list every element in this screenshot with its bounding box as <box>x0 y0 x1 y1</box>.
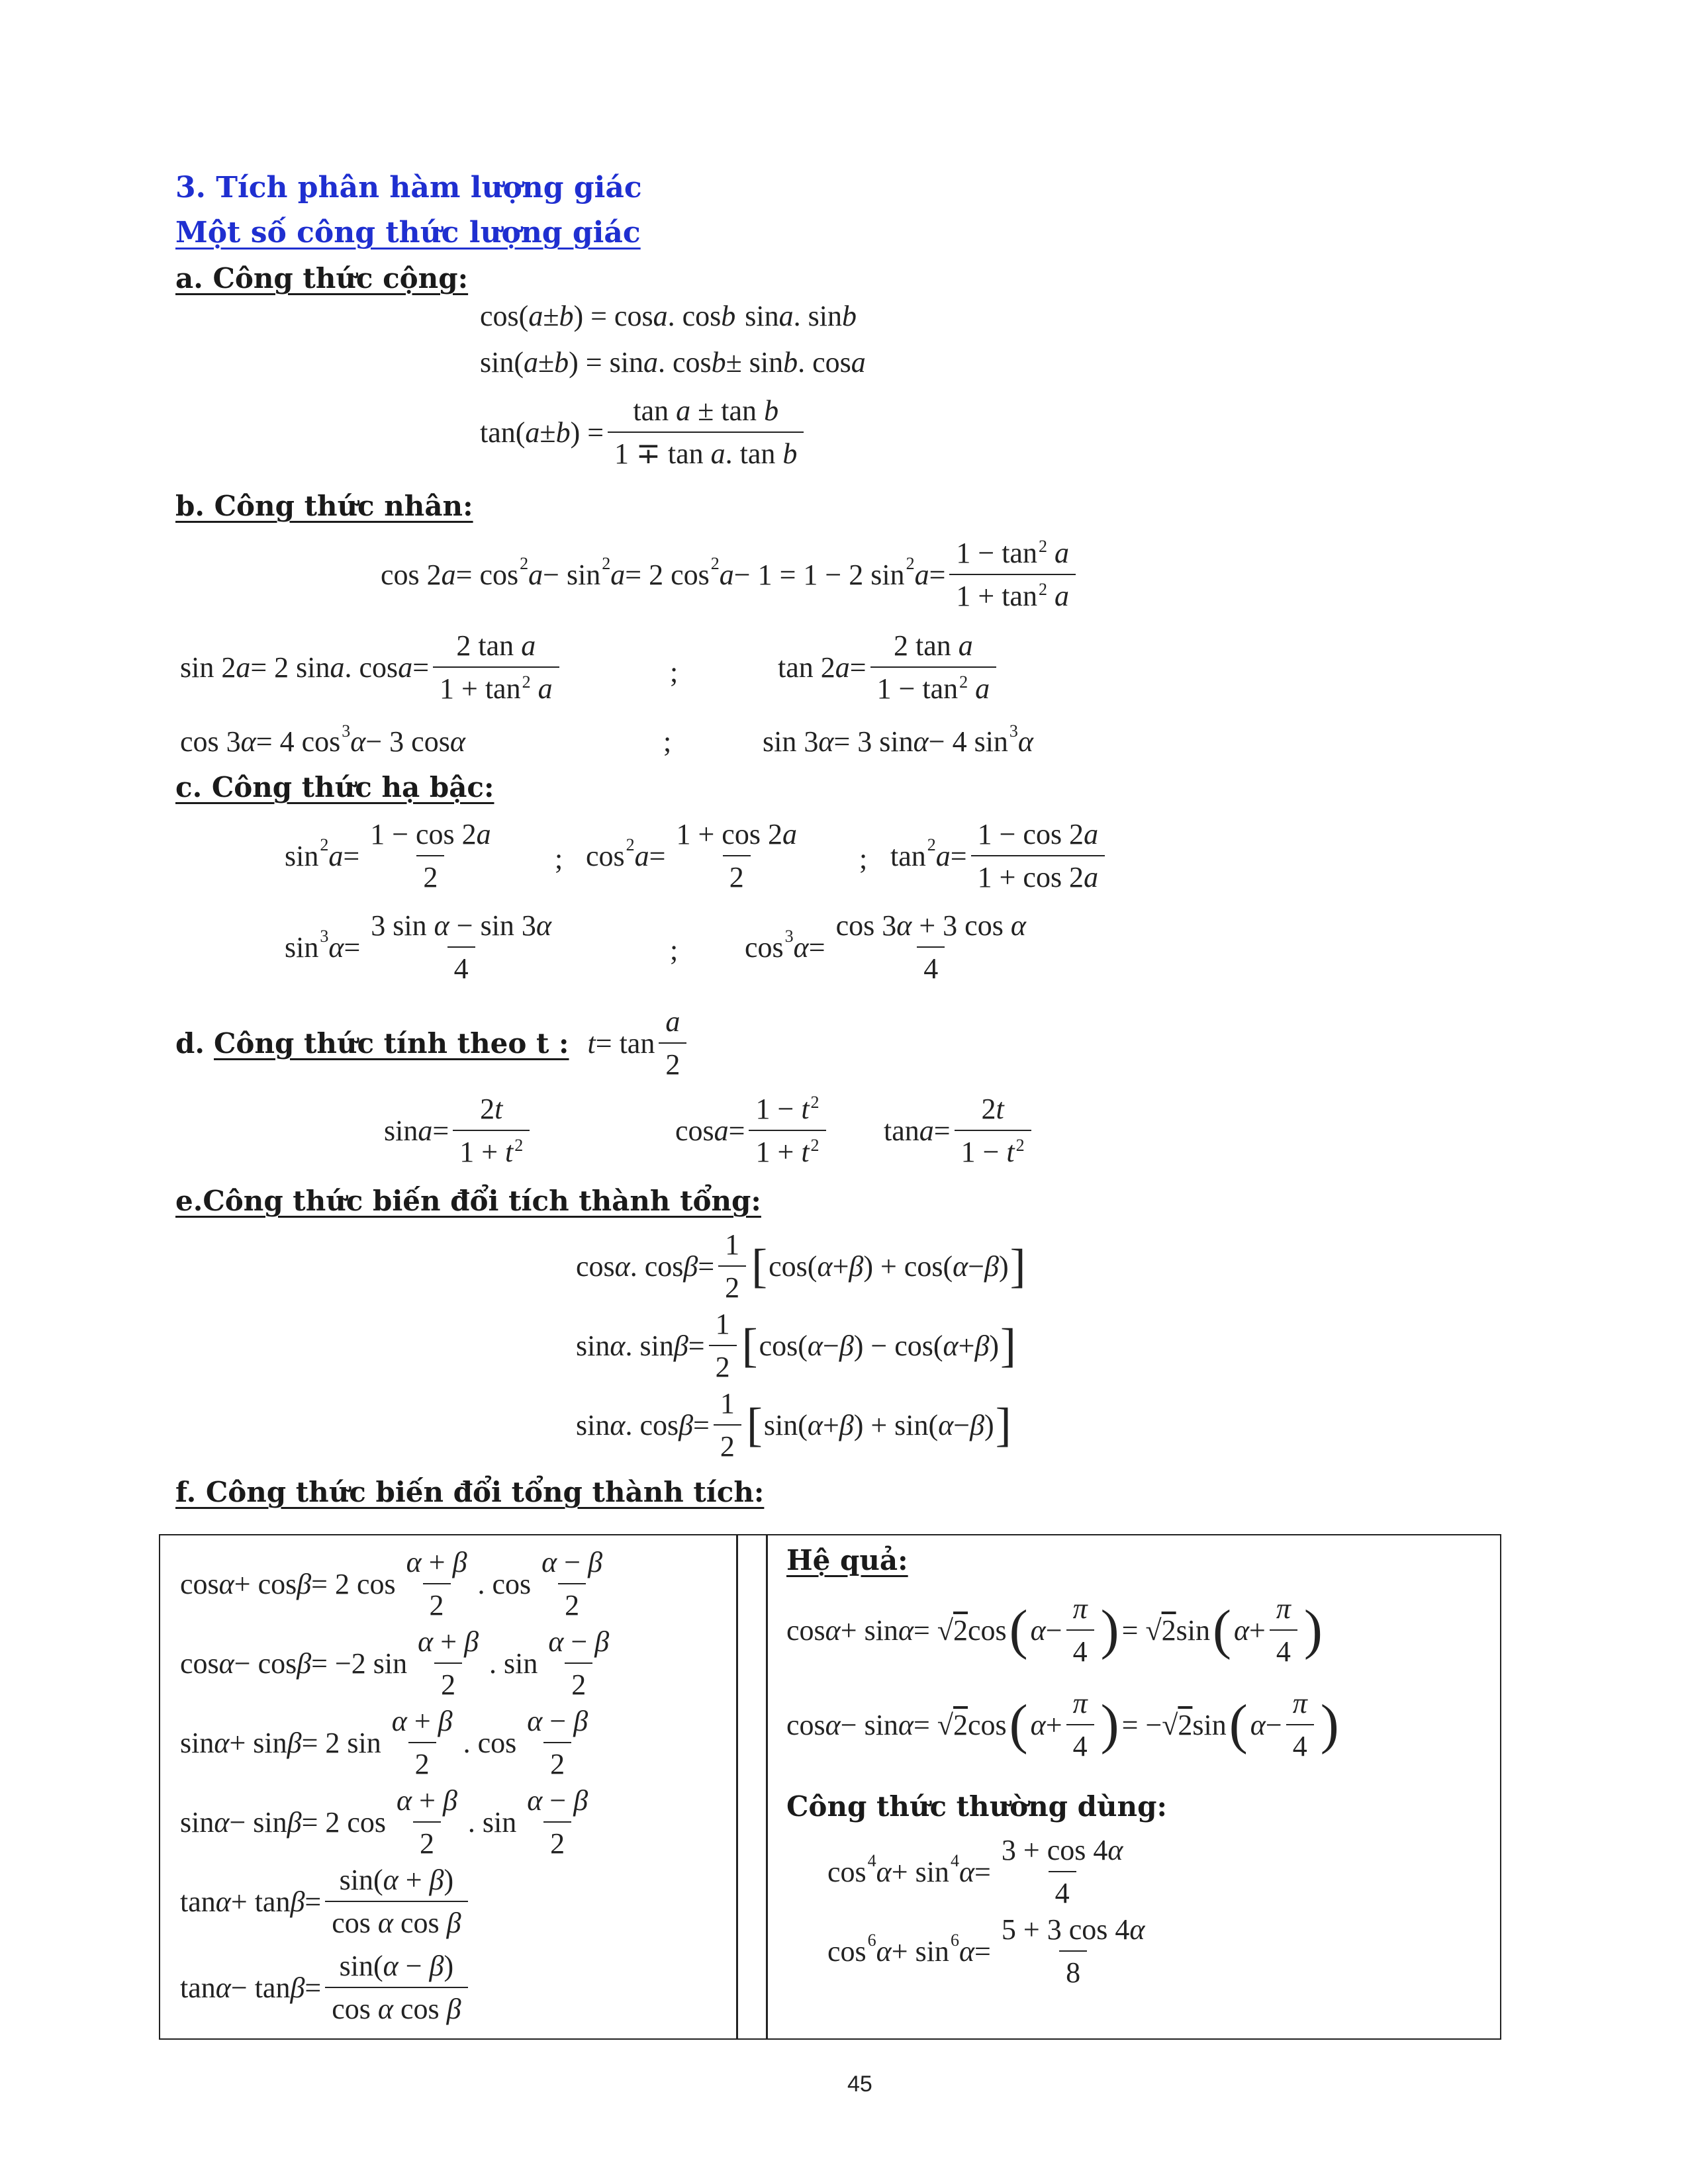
formula-sin3-reduce: sin 3 α = $\frac{\text{3 sin α − sin 3α}}{4}$ <box>285 909 552 985</box>
separator: ; <box>670 656 679 688</box>
separator: ; <box>859 842 868 875</box>
formula-cos-t: cos a = $\frac{1 - t^2}{1 + t^2}$ <box>675 1092 830 1169</box>
page-number: 45 <box>847 2071 872 2097</box>
formula-cos-cos: cos α . cos β = $\frac{1}{2}$ [ cos( α + β ) + cos( α − β ) ] <box>576 1228 1026 1304</box>
heading-d: Công thức tính theo t : <box>214 1026 569 1060</box>
formula-sin-sin: sin α . sin β = $\frac{1}{2}$ [ cos( α − β ) − cos( α + β ) ] <box>576 1308 1017 1383</box>
formula-cos-plus-cos: cos α + cos β = 2 cos $\frac{\alpha + \beta}{2}$ . cos $\frac{\alpha - \beta}{2}$ <box>180 1546 602 1621</box>
formula-tan2a: tan 2 a = $\frac{\text{2 tan a}}{1 - \tan^2 a}$ <box>778 629 1000 705</box>
separator: ; <box>663 725 672 758</box>
formula-sin-sum: sin( a ± b ) = sin a . cos b ± sin b . cos a <box>480 346 866 379</box>
formula-tan-minus-tan: tan α − tan β = $\frac{\sin(\alpha - \beta)}{\text{cos α cos β}}$ <box>180 1949 472 2026</box>
table-divider <box>736 1534 738 2038</box>
formula-cos3-reduce: cos 3 α = $\frac{\text{cos 3α + 3 cos α}}{4}$ <box>745 909 1026 985</box>
formula-sin2-reduce: sin 2 a = $\frac{1 - \cos 2a}{2}$ <box>285 818 491 893</box>
heading-b: b. Công thức nhân: <box>175 490 473 522</box>
formula-cos-sum: cos( a ± b ) = cos a . cos b sin a . sin b <box>480 300 857 332</box>
formula-sin-plus-sin: sin α + sin β = 2 sin $\frac{\alpha + \beta}{2}$ . cos $\frac{\alpha - \beta}{2}$ <box>180 1705 588 1780</box>
formula-cos4-sin4: cos 4 α + sin 4 α = $\frac{3 + \cos 4\alpha}{4}$ <box>827 1834 1123 1909</box>
formula-t-def: t = tan $\frac{a}{2}$ <box>588 1005 691 1081</box>
formula-cos2-reduce: cos 2 a = $\frac{1 + \cos 2a}{2}$ <box>586 818 797 893</box>
subtitle: Một số công thức lượng giác <box>175 216 641 250</box>
heading-c-text: c. Công thức hạ bậc: <box>175 771 494 803</box>
formula-tan-sum: tan( a ± b ) = $\frac{\text{tan a ± tan b}}{\text{1 ∓ tan a. tan b}}$ <box>480 394 808 471</box>
heading-f: f. Công thức biến đổi tổng thành tích: <box>175 1476 765 1508</box>
formula-sin2a: sin 2 a = 2 sin a . cos a = $\frac{\text{2 tan a}}{1 + \tan^2 a}$ <box>180 629 563 705</box>
thuong-dung-heading: Công thức thường dùng: <box>786 1790 1167 1823</box>
formula-cos6-sin6: cos 6 α + sin 6 α = $\frac{5 + 3 \cos 4\alpha}{8}$ <box>827 1913 1145 1989</box>
heading-d-prefix: d. <box>175 1026 205 1060</box>
separator: ; <box>670 934 679 966</box>
formula-cos-plus-sin: cos α + sin α = √ 2 cos ( α − $\frac{\pi}{4}$ ) = √ 2 sin ( α + $\frac{\pi}{4}$ ) <box>786 1592 1323 1668</box>
formula-cos-minus-cos: cos α − cos β = −2 sin $\frac{\alpha + \beta}{2}$ . sin $\frac{\alpha - \beta}{2}$ <box>180 1625 610 1701</box>
formula-tan2-reduce: tan 2 a = $\frac{1 - \cos 2a}{1 + \cos 2a}$ <box>890 817 1109 894</box>
formula-cos-minus-sin: cos α − sin α = √ 2 cos ( α + $\frac{\pi}{4}$ ) = −√ 2 sin ( α − $\frac{\pi}{4}$ ) <box>786 1687 1339 1762</box>
formula-sin3a: sin 3 α = 3 sin α − 4 sin 3 α <box>763 721 1034 758</box>
formula-tan-plus-tan: tan α + tan β = $\frac{\sin(\alpha + \beta)}{\text{cos α cos β}}$ <box>180 1863 472 1940</box>
formula-cos3a: cos 3 α = 4 cos 3 α − 3 cos α <box>180 721 465 758</box>
section-title: 3. Tích phân hàm lượng giác <box>175 171 642 205</box>
formula-sin-t: sin a = $\frac{2t}{1 + t^2}$ <box>384 1092 534 1169</box>
heading-a: a. Công thức cộng: <box>175 262 469 295</box>
formula-sin-minus-sin: sin α − sin β = 2 cos $\frac{\alpha + \beta}{2}$ . sin $\frac{\alpha - \beta}{2}$ <box>180 1784 588 1860</box>
heading-d-row <box>175 1005 690 1081</box>
he-qua-heading: Hệ quả: <box>786 1544 908 1576</box>
heading-c <box>175 771 494 803</box>
formula-cos2a: cos 2 a = cos 2 a − sin 2 a = 2 cos 2 a − 1 = 1 − 2 sin 2 a = $\frac{1 - \tan^2 a}{1 + \tan^2 a}$ <box>381 536 1080 613</box>
table-divider <box>766 1534 768 2038</box>
heading-e: e.Công thức biến đổi tích thành tổng: <box>175 1185 761 1217</box>
formula-sin-cos: sin α . cos β = $\frac{1}{2}$ [ sin( α + β ) + sin( α − β ) ] <box>576 1387 1011 1463</box>
separator: ; <box>555 842 563 875</box>
formula-tan-t: tan a = $\frac{2t}{1 - t^2}$ <box>884 1092 1035 1169</box>
